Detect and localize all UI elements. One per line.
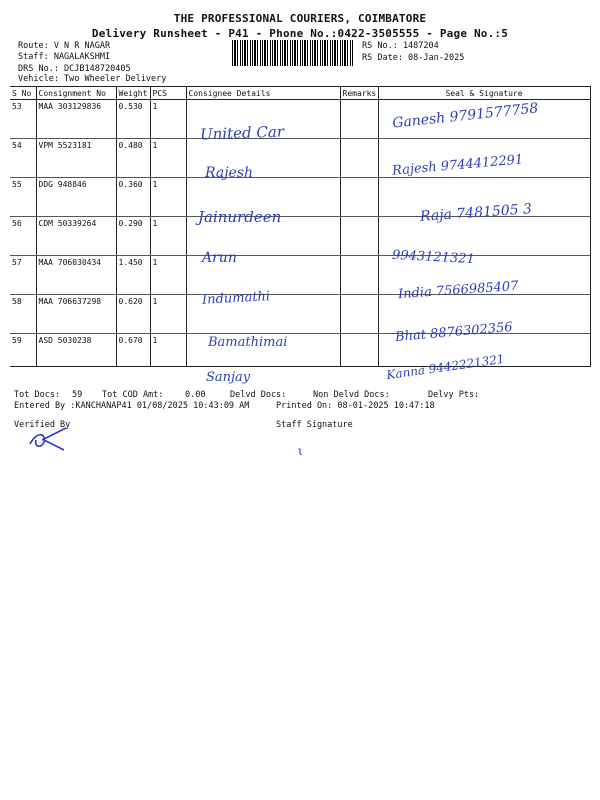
row-remarks [340, 139, 378, 178]
row-weight: 0.530 [116, 100, 150, 139]
row-weight: 1.450 [116, 256, 150, 295]
row-pcs: 1 [150, 295, 186, 334]
rs-number: RS No.: 1487204 [362, 41, 439, 51]
tot-cod-label: Tot COD Amt: [102, 390, 164, 400]
row-pcs: 1 [150, 100, 186, 139]
col-signature: Seal & Signature [378, 87, 590, 100]
row-remarks [340, 256, 378, 295]
handwritten-consignee: Arun [202, 250, 237, 266]
row-sno: 56 [10, 217, 36, 256]
row-sno: 59 [10, 334, 36, 367]
handwritten-signature: Ganesh 9791577758 [391, 100, 539, 132]
delvd-docs-label: Delvd Docs: [230, 390, 287, 400]
row-sno: 54 [10, 139, 36, 178]
non-delvd-docs-label: Non Delvd Docs: [313, 390, 390, 400]
col-weight: Weight [116, 87, 150, 100]
row-consignment: VPM 5523181 [36, 139, 116, 178]
row-consignment: MAA 706637298 [36, 295, 116, 334]
row-consignment: CDM 50339264 [36, 217, 116, 256]
drs-number: DRS No.: DCJB148720405 [18, 64, 131, 74]
handwritten-consignee: Indumathi [201, 289, 271, 308]
row-remarks [340, 178, 378, 217]
row-remarks [340, 295, 378, 334]
col-consignee: Consignee Details [186, 87, 340, 100]
row-sno: 58 [10, 295, 36, 334]
row-sno: 57 [10, 256, 36, 295]
row-consignment: MAA 706030434 [36, 256, 116, 295]
handwritten-signature: Kanna 9442221321 [385, 351, 506, 383]
row-pcs: 1 [150, 334, 186, 367]
runsheet-subtitle: Delivery Runsheet - P41 - Phone No.:0422-3505555 - Page No.:5 [91, 27, 509, 40]
row-pcs: 1 [150, 139, 186, 178]
row-pcs: 1 [150, 178, 186, 217]
col-remarks: Remarks [340, 87, 378, 100]
row-remarks [340, 217, 378, 256]
tot-docs-value: 59 [72, 390, 83, 400]
handwritten-signature: 9943121321 [391, 247, 476, 268]
col-pcs: PCS [150, 87, 186, 100]
col-sno: S No [10, 87, 36, 100]
row-consignment: DDG 948846 [36, 178, 116, 217]
barcode [232, 40, 354, 66]
entered-by: Entered By :KANCHANAP41 01/08/2025 10:43:09 AM [14, 401, 250, 411]
table-header-row [10, 87, 590, 100]
rs-date: RS Date: 08-Jan-2025 [362, 53, 465, 63]
row-weight: 0.360 [116, 178, 150, 217]
delvy-pts-label: Delvy Pts: [428, 390, 480, 400]
row-weight: 0.670 [116, 334, 150, 367]
handwritten-consignee: Jainurdeen [198, 208, 282, 226]
table-row [10, 217, 590, 256]
handwritten-consignee: Sanjay [206, 370, 251, 385]
row-remarks [340, 334, 378, 367]
vehicle-label: Vehicle: Two Wheeler Delivery [18, 74, 167, 84]
staff-label: Staff: NAGALAKSHMI [18, 52, 111, 62]
handwritten-signature: Bhat 8876302356 [394, 319, 514, 346]
row-weight: 0.620 [116, 295, 150, 334]
row-weight: 0.480 [116, 139, 150, 178]
tot-cod-value: 0.00 [185, 390, 206, 400]
company-title: THE PROFESSIONAL COURIERS, COIMBATORE [173, 12, 427, 25]
handwritten-consignee: Rajesh [205, 165, 254, 181]
row-consignment: MAA 303129836 [36, 100, 116, 139]
verified-signature-mark [26, 426, 72, 452]
row-sno: 53 [10, 100, 36, 139]
handwritten-signature: India 7566985407 [397, 278, 519, 303]
row-pcs: 1 [150, 256, 186, 295]
handwritten-signature: Rajesh 9744412291 [391, 152, 524, 179]
tot-docs-label: Tot Docs: [14, 390, 61, 400]
route-label: Route: V N R NAGAR [18, 41, 111, 51]
verified-by-label: Verified By [14, 420, 71, 430]
row-pcs: 1 [150, 217, 186, 256]
handwritten-signature: Raja 7481505 3 [419, 201, 533, 225]
printed-on: Printed On: 08-01-2025 10:47:18 [276, 401, 435, 411]
handwritten-consignee: United Car [199, 122, 285, 144]
col-consignment: Consignment No [36, 87, 116, 100]
staff-signature-mark: ι [298, 444, 303, 458]
staff-signature-label: Staff Signature [276, 420, 353, 430]
row-sno: 55 [10, 178, 36, 217]
row-consignment: ASD 5030238 [36, 334, 116, 367]
row-weight: 0.290 [116, 217, 150, 256]
handwritten-consignee: Bamathimai [208, 335, 288, 350]
row-remarks [340, 100, 378, 139]
